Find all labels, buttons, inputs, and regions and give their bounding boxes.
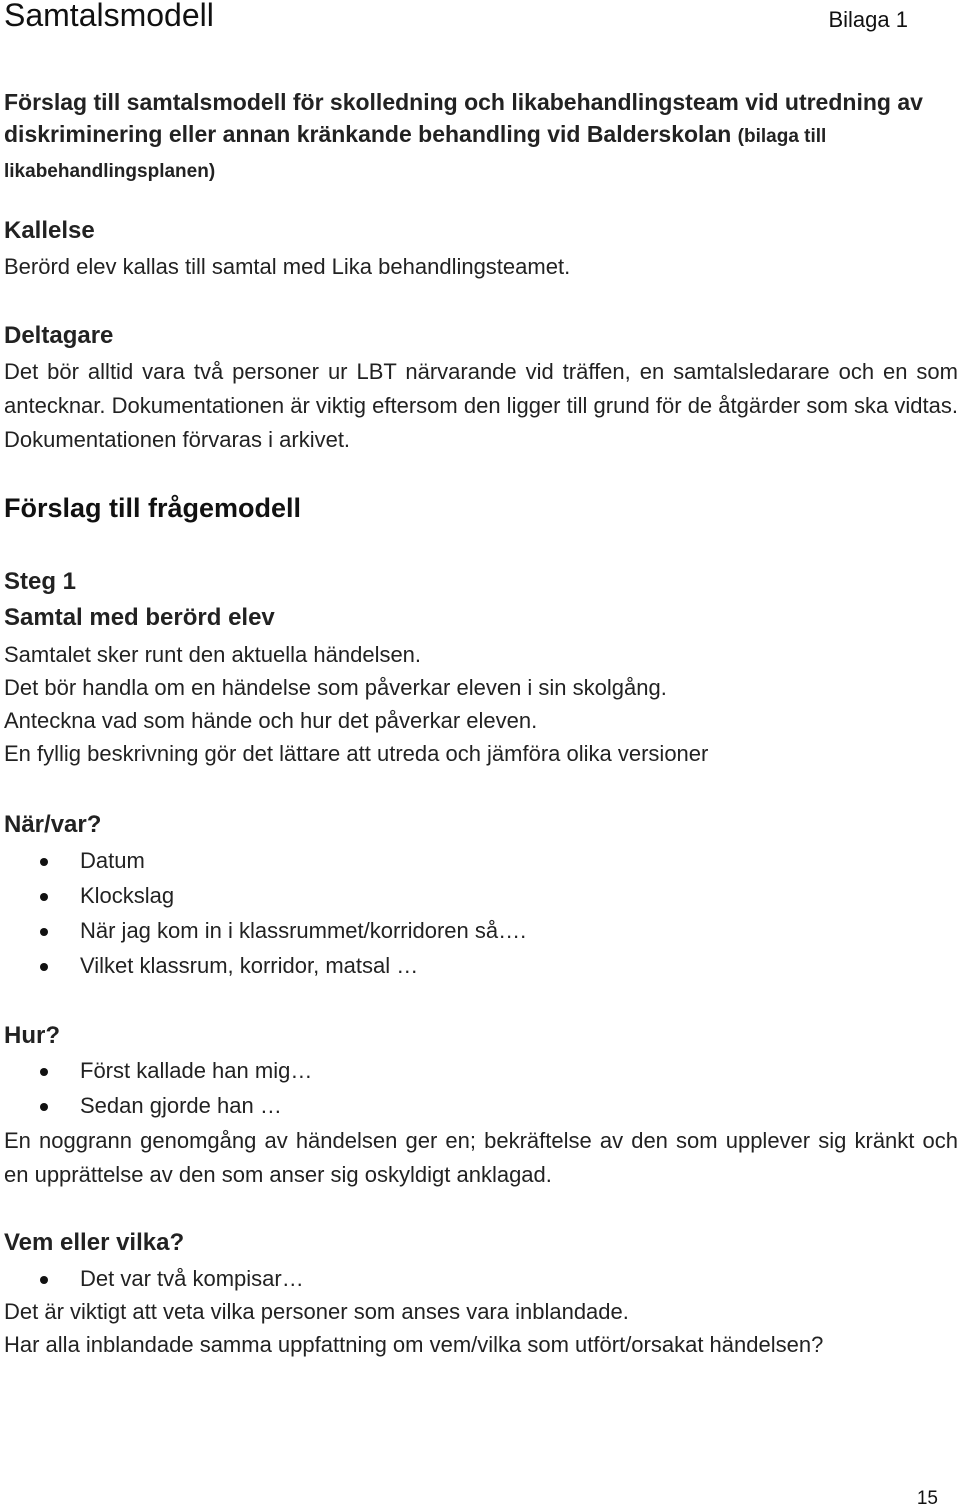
steg1-subheading: Samtal med berörd elev [4,604,275,631]
steg1-line: Det bör handla om en händelse som påverkar eleven i sin skolgång. [4,675,667,700]
intro-heading [4,86,956,188]
hur-item: Sedan gjorde han … [80,1093,282,1118]
steg1-heading: Steg 1 [4,568,77,595]
steg1-line: En fyllig beskrivning gör det lättare att utreda och jämföra olika versioner [4,741,709,766]
steg1-line: Anteckna vad som hände och hur det påverkar eleven. [4,708,538,733]
vem-line: Det är viktigt att veta vilka personer som anses vara inblandade. [4,1299,629,1324]
kallelse-text: Berörd elev kallas till samtal med Lika behandlingsteamet. [4,254,571,279]
vem-heading: Vem eller vilka? [4,1229,185,1256]
hur-heading: Hur? [4,1022,60,1049]
page-number: 15 [916,1488,938,1509]
deltagare-text: Det bör alltid vara två personer ur LBT närvarande vid träffen, en samtalsledarare och en som antecknar. Dokumentationen är viktig eftersom den ligger till grund för de åtgärder som ska vidtas. Dokumentationen förvaras i arkivet. [4,359,958,452]
nar-var-heading: När/var? [4,811,102,838]
attachment-label: Bilaga 1 [828,7,908,32]
nar-var-item: Klockslag [80,883,175,908]
intro-main: Förslag till samtalsmodell för skolledning och likabehandlingsteam vid utredning av diskriminering eller annan kränkande behandling vid Balderskolan [4,89,923,147]
nar-var-item: När jag kom in i klassrummet/korridoren så…. [80,918,527,943]
bullet-icon [40,1068,48,1076]
deltagare-heading: Deltagare [4,322,114,349]
vem-item: Det var två kompisar… [80,1266,304,1291]
bullet-icon [40,1103,48,1111]
page-title: Samtalsmodell [4,0,214,33]
intro-note: (bilaga till likabehandlingsplanen) [4,126,827,182]
bullet-icon [40,893,48,901]
bullet-icon [40,928,48,936]
fragemodell-heading: Förslag till frågemodell [4,493,302,523]
vem-line: Har alla inblandade samma uppfattning om vem/vilka som utfört/orsakat händelsen? [4,1332,824,1357]
bullet-icon [40,963,48,971]
kallelse-heading: Kallelse [4,217,95,244]
steg1-line: Samtalet sker runt den aktuella händelsen. [4,642,422,667]
bullet-icon [40,858,48,866]
bullet-icon [40,1276,48,1284]
nar-var-item: Datum [80,848,145,873]
hur-item: Först kallade han mig… [80,1058,313,1083]
hur-text: En noggrann genomgång av händelsen ger en; bekräftelse av den som upplever sig kränkt och en upprättelse av den som anser sig oskyldigt anklagad. [4,1128,958,1187]
nar-var-item: Vilket klassrum, korridor, matsal … [80,953,419,978]
